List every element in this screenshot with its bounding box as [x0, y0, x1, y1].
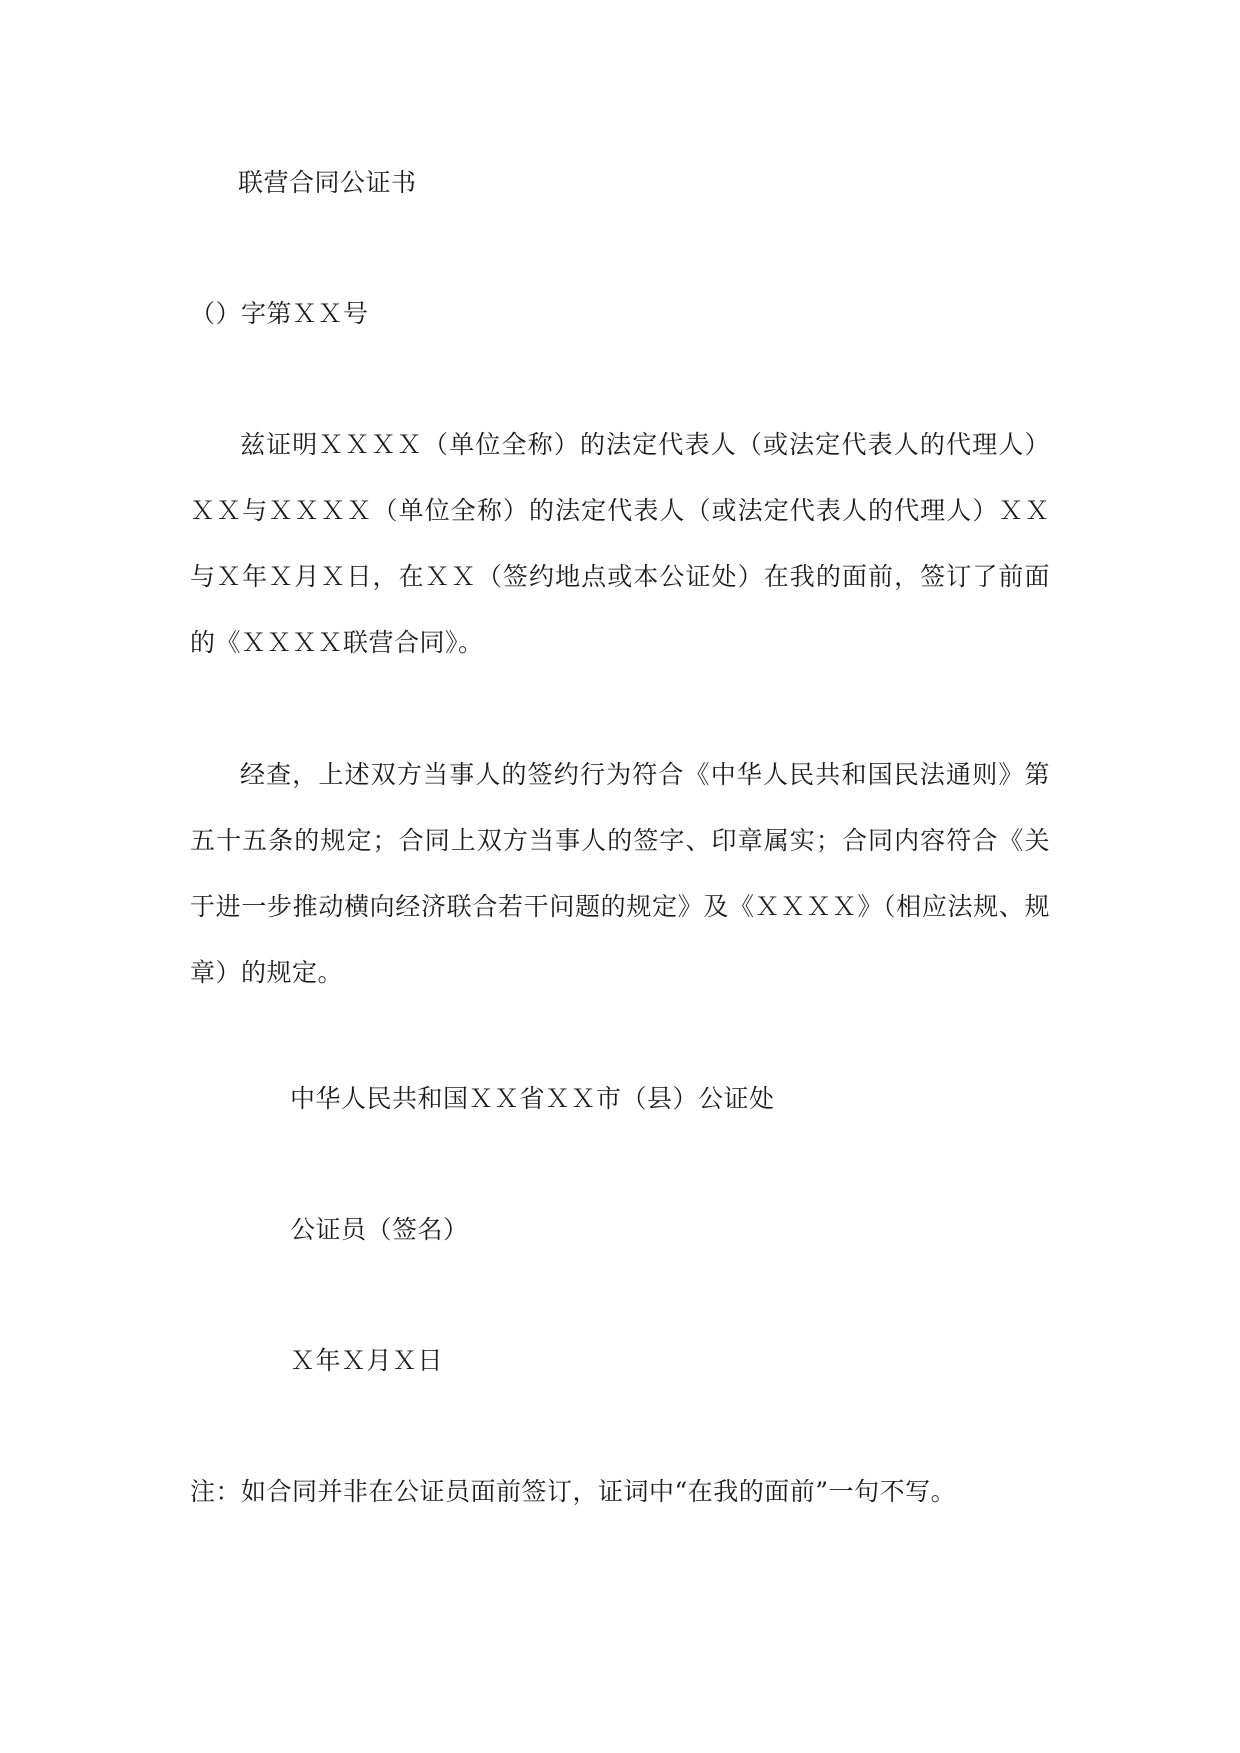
verification-paragraph: 经查，上述双方当事人的签约行为符合《中华人民共和国民法通则》第五十五条的规定；合同上双方当事人的签字、印章属实；合同内容符合《关于进一步推动横向经济联合若干问题的规定》及《ＸＸＸＸ》（相应法规、规章）的规定。: [190, 760, 1050, 987]
notary-signature-line: 公证员（签名）: [290, 1215, 469, 1244]
document-number: （）字第ＸＸ号: [190, 299, 369, 328]
issuer-line: 中华人民共和国ＸＸ省ＸＸ市（县）公证处: [290, 1084, 775, 1113]
date-line: Ｘ年Ｘ月Ｘ日: [290, 1346, 444, 1375]
certification-paragraph: 兹证明ＸＸＸＸ（单位全称）的法定代表人（或法定代表人的代理人）ＸＸ与ＸＸＸＸ（单位全称）的法定代表人（或法定代表人的代理人）ＸＸ与Ｘ年Ｘ月Ｘ日，在ＸＸ（签约地点或本公证处）在我的面前，签订了前面的《ＸＸＸＸ联营合同》。: [190, 430, 1050, 657]
document-title: 联营合同公证书: [238, 168, 417, 197]
footnote: 注：如合同并非在公证员面前签订，证词中“在我的面前”一句不写。: [190, 1477, 957, 1506]
